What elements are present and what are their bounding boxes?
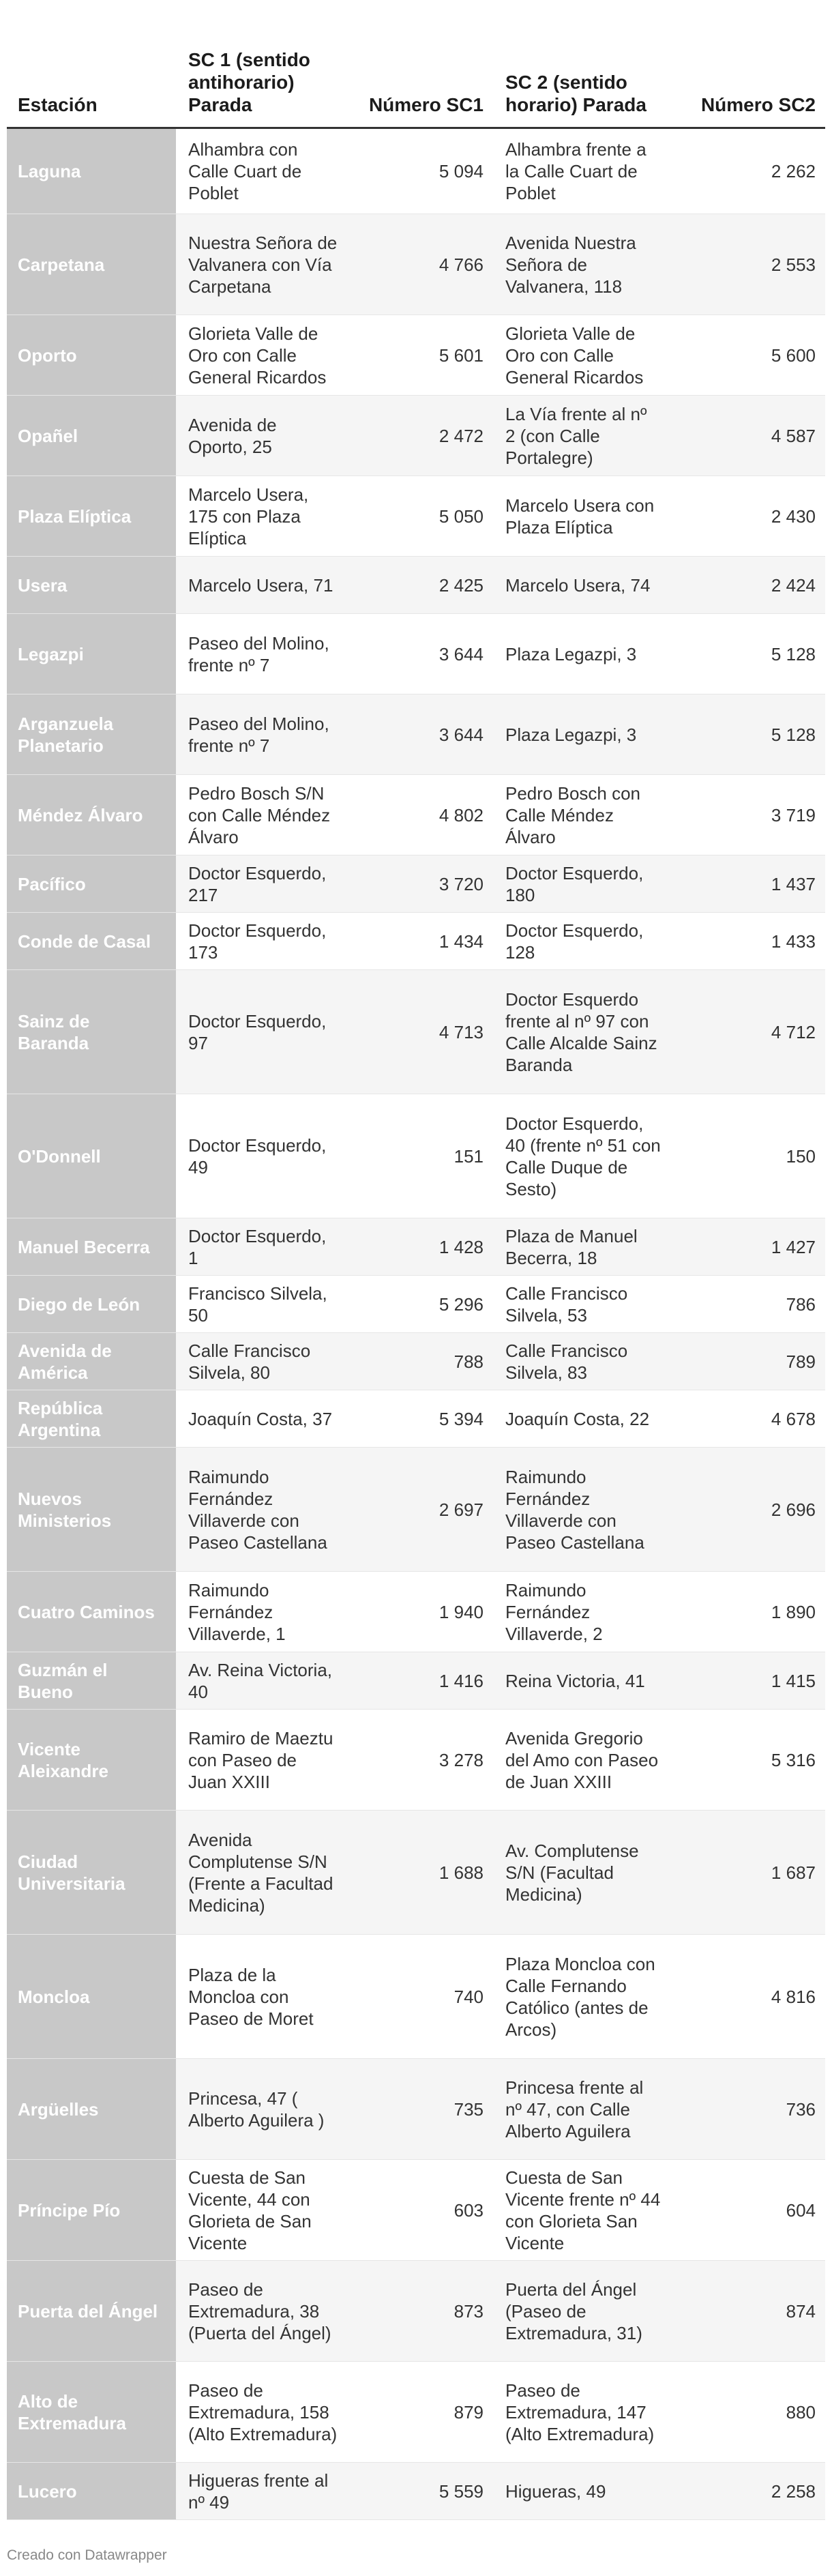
cell-sc1-parada: Doctor Esquerdo, 1: [176, 1218, 350, 1276]
cell-sc2-parada: Av. Complutense S/N (Facultad Medicina): [493, 1811, 673, 1935]
cell-sc2-parada: Marcelo Usera, 74: [493, 557, 673, 614]
cell-sc1-parada: Doctor Esquerdo, 49: [188, 1135, 327, 1177]
table-row: [7, 1390, 825, 1448]
cell-estacion: O'Donnell: [7, 1094, 176, 1218]
cell-estacion: Puerta del Ángel: [7, 2261, 176, 2362]
cell-sc1-parada: Doctor Esquerdo, 217: [176, 855, 350, 913]
column-header-numero-sc2[interactable]: Número SC2: [673, 31, 825, 128]
table-row: [7, 2463, 825, 2520]
table-row: [7, 1710, 825, 1811]
cell-numero-sc2: 2 696: [673, 1448, 825, 1572]
cell-sc1-parada: Avenida Complutense S/N (Frente a Facultad Medicina): [176, 1811, 350, 1935]
cell-numero-sc1: 735: [350, 2059, 493, 2160]
cell-estacion: Arganzuela Planetario: [7, 694, 176, 775]
table-row: [7, 855, 825, 913]
table-row: [7, 1333, 825, 1390]
cell-numero-sc1: 3 720: [350, 855, 493, 913]
cell-estacion: Plaza Elíptica: [7, 476, 176, 557]
cell-numero-sc2: 4 678: [771, 1408, 816, 1429]
cell-estacion: Nuevos Ministerios: [7, 1448, 176, 1572]
cell-estacion: Ciudad Universitaria: [7, 1811, 176, 1935]
cell-sc2-parada: Glorieta Valle de Oro con Calle General Ricardos: [505, 323, 644, 387]
cell-numero-sc1: 879: [454, 2401, 484, 2423]
column-header-estacion[interactable]: Estación: [7, 31, 176, 128]
cell-estacion: Laguna: [7, 128, 176, 214]
cell-numero-sc2: 1 415: [673, 1652, 825, 1710]
table-row: [7, 1276, 825, 1333]
cell-numero-sc1: 1 416: [350, 1652, 493, 1710]
cell-estacion: Moncloa: [7, 1935, 176, 2059]
cell-sc1-parada: Cuesta de San Vicente, 44 con Glorieta de San Vicente: [188, 2167, 312, 2253]
cell-sc1-parada: Marcelo Usera, 175 con Plaza Elíptica: [188, 484, 309, 548]
cell-sc1-parada: Alhambra con Calle Cuart de Poblet: [188, 139, 302, 203]
cell-numero-sc2: 786: [786, 1293, 816, 1315]
cell-sc1-parada: Paseo de Extremadura, 38 (Puerta del Ángel): [176, 2261, 350, 2362]
cell-numero-sc2: 4 587: [673, 396, 825, 476]
cell-numero-sc2: 604: [786, 2199, 816, 2221]
table-row: [7, 315, 825, 396]
table-body: [7, 128, 825, 2520]
table-row: [7, 128, 825, 214]
cell-numero-sc2: 5 128: [673, 694, 825, 775]
cell-estacion: Carpetana: [7, 214, 176, 315]
cell-numero-sc1: 5 296: [439, 1293, 484, 1315]
table-row: [7, 1572, 825, 1652]
table-row: [7, 970, 825, 1094]
table-row: [7, 1218, 825, 1276]
cell-estacion: Oporto: [7, 315, 176, 396]
table-row: [7, 1811, 825, 1935]
cell-numero-sc1: 1 434: [439, 931, 484, 952]
table-row: [7, 913, 825, 970]
cell-numero-sc2: 5 128: [771, 643, 816, 664]
table-row: [7, 1448, 825, 1572]
column-header-numero-sc1[interactable]: Número SC1: [350, 31, 493, 128]
cell-numero-sc1: 5 094: [439, 161, 484, 181]
cell-sc1-parada: Paseo del Molino, frente nº 7: [188, 632, 329, 675]
cell-numero-sc2: 736: [673, 2059, 825, 2160]
cell-numero-sc1: 2 697: [350, 1448, 493, 1572]
cell-numero-sc2: 3 719: [771, 804, 816, 825]
cell-sc2-parada: Pedro Bosch con Calle Méndez Álvaro: [505, 782, 641, 847]
cell-estacion: Guzmán el Bueno: [7, 1652, 176, 1710]
cell-estacion: Avenida de América: [7, 1333, 176, 1390]
cell-numero-sc1: 4 766: [350, 214, 493, 315]
cell-sc1-parada: Paseo de Extremadura, 158 (Alto Extremadura): [188, 2380, 338, 2444]
cell-estacion: Manuel Becerra: [7, 1218, 176, 1276]
table-row: [7, 614, 825, 694]
cell-estacion: Usera: [7, 557, 176, 614]
cell-sc2-parada: Plaza Legazpi, 3: [505, 643, 637, 664]
cell-sc1-parada: Raimundo Fernández Villaverde, 1: [188, 1579, 286, 1644]
table-row: [7, 557, 825, 614]
cell-sc1-parada: Raimundo Fernández Villaverde con Paseo Castellana: [176, 1448, 350, 1572]
cell-estacion: Méndez Álvaro: [7, 775, 176, 855]
table-row: [7, 396, 825, 476]
cell-sc2-parada: Raimundo Fernández Villaverde, 2: [505, 1579, 603, 1644]
cell-numero-sc1: 5 394: [439, 1408, 484, 1429]
cell-numero-sc2: 874: [673, 2261, 825, 2362]
cell-numero-sc1: 2 472: [350, 396, 493, 476]
cell-estacion: Sainz de Baranda: [7, 970, 176, 1094]
cell-sc2-parada: Joaquín Costa, 22: [505, 1408, 650, 1429]
cell-estacion: República Argentina: [7, 1390, 176, 1448]
table-row: [7, 2362, 825, 2463]
cell-sc2-parada: Puerta del Ángel (Paseo de Extremadura, 31): [493, 2261, 673, 2362]
cell-numero-sc2: 1 427: [673, 1218, 825, 1276]
cell-numero-sc2: 2 258: [673, 2463, 825, 2520]
cell-sc1-parada: Glorieta Valle de Oro con Calle General Ricardos: [188, 323, 327, 387]
cell-numero-sc2: 5 316: [771, 1749, 816, 1770]
cell-numero-sc1: 1 428: [350, 1218, 493, 1276]
cell-sc2-parada: Calle Francisco Silvela, 83: [493, 1333, 673, 1390]
table-row: [7, 1652, 825, 1710]
table-row: [7, 476, 825, 557]
cell-numero-sc1: 3 278: [439, 1749, 484, 1770]
column-header-sc1-parada[interactable]: SC 1 (sentido antihorario) Parada: [176, 31, 350, 128]
cell-sc2-parada: Paseo de Extremadura, 147 (Alto Extremadura): [505, 2380, 655, 2444]
cell-estacion: Opañel: [7, 396, 176, 476]
cell-estacion: Conde de Casal: [7, 913, 176, 970]
cell-numero-sc1: 1 688: [350, 1811, 493, 1935]
table-row: [7, 1094, 825, 1218]
cell-sc1-parada: Pedro Bosch S/N con Calle Méndez Álvaro: [188, 782, 331, 847]
cell-numero-sc2: 880: [786, 2401, 816, 2423]
cell-numero-sc2: 4 816: [771, 1986, 816, 2007]
cell-sc1-parada: Nuestra Señora de Valvanera con Vía Carpetana: [176, 214, 350, 315]
cell-estacion: Legazpi: [7, 614, 176, 694]
cell-sc1-parada: Plaza de la Moncloa con Paseo de Moret: [188, 1964, 314, 2029]
cell-numero-sc2: 150: [786, 1145, 816, 1167]
cell-sc2-parada: Cuesta de San Vicente frente nº 44 con Glorieta San Vicente: [505, 2167, 661, 2253]
cell-sc1-parada: Av. Reina Victoria, 40: [176, 1652, 350, 1710]
cell-numero-sc2: 4 712: [673, 970, 825, 1094]
cell-sc1-parada: Avenida de Oporto, 25: [176, 396, 350, 476]
cell-numero-sc2: 1 433: [771, 931, 816, 952]
cell-sc1-parada: Doctor Esquerdo, 97: [176, 970, 350, 1094]
cell-numero-sc2: 5 600: [771, 345, 816, 366]
cell-sc2-parada: Reina Victoria, 41: [493, 1652, 673, 1710]
cell-sc2-parada: Raimundo Fernández Villaverde con Paseo Castellana: [493, 1448, 673, 1572]
cell-sc1-parada: Calle Francisco Silvela, 80: [176, 1333, 350, 1390]
cell-numero-sc1: 740: [454, 1986, 484, 2007]
cell-numero-sc2: 2 430: [771, 506, 816, 527]
table-row: [7, 694, 825, 775]
cell-sc2-parada: Avenida Gregorio del Amo con Paseo de Juan XXIII: [505, 1727, 659, 1792]
cell-numero-sc1: 3 644: [439, 643, 484, 664]
cell-estacion: Argüelles: [7, 2059, 176, 2160]
cell-sc1-parada: Doctor Esquerdo, 173: [188, 920, 327, 963]
cell-estacion: Lucero: [7, 2463, 176, 2520]
cell-numero-sc1: 1 940: [439, 1601, 484, 1622]
table-row: [7, 1935, 825, 2059]
cell-sc2-parada: Higueras, 49: [493, 2463, 673, 2520]
cell-sc2-parada: Plaza Moncloa con Calle Fernando Católico (antes de Arcos): [505, 1953, 655, 2040]
cell-sc1-parada: Joaquín Costa, 37: [188, 1408, 333, 1429]
table-row: [7, 775, 825, 855]
cell-sc1-parada: Princesa, 47 ( Alberto Aguilera ): [176, 2059, 350, 2160]
cell-estacion: Cuatro Caminos: [7, 1572, 176, 1652]
cell-sc2-parada: Doctor Esquerdo frente al nº 97 con Calle Alcalde Sainz Baranda: [493, 970, 673, 1094]
cell-numero-sc2: 1 687: [673, 1811, 825, 1935]
cell-numero-sc1: 5 601: [439, 345, 484, 366]
cell-estacion: Vicente Aleixandre: [7, 1710, 176, 1811]
cell-sc2-parada: La Vía frente al nº 2 (con Calle Portalegre): [493, 396, 673, 476]
cell-sc1-parada: Francisco Silvela, 50: [188, 1283, 327, 1326]
cell-sc2-parada: Avenida Nuestra Señora de Valvanera, 118: [493, 214, 673, 315]
cell-sc2-parada: Doctor Esquerdo, 40 (frente nº 51 con Calle Duque de Sesto): [505, 1113, 661, 1199]
cell-sc2-parada: Doctor Esquerdo, 180: [493, 855, 673, 913]
cell-sc1-parada: Paseo del Molino, frente nº 7: [176, 694, 350, 775]
footer-credit: Creado con Datawrapper: [7, 2547, 167, 2563]
cell-estacion: Pacífico: [7, 855, 176, 913]
column-header-sc2-parada[interactable]: SC 2 (sentido horario) Parada: [493, 31, 673, 128]
cell-numero-sc1: 151: [454, 1145, 484, 1167]
cell-sc2-parada: Marcelo Usera con Plaza Elíptica: [505, 495, 655, 538]
cell-numero-sc1: 2 425: [350, 557, 493, 614]
cell-numero-sc1: 788: [350, 1333, 493, 1390]
cell-estacion: Príncipe Pío: [7, 2160, 176, 2261]
cell-sc2-parada: Princesa frente al nº 47, con Calle Alberto Aguilera: [493, 2059, 673, 2160]
cell-sc2-parada: Plaza de Manuel Becerra, 18: [493, 1218, 673, 1276]
cell-sc1-parada: Ramiro de Maeztu con Paseo de Juan XXIII: [188, 1727, 333, 1792]
cell-numero-sc2: 2 553: [673, 214, 825, 315]
cell-numero-sc2: 1 437: [673, 855, 825, 913]
cell-sc2-parada: Calle Francisco Silvela, 53: [505, 1283, 628, 1326]
cell-numero-sc1: 873: [350, 2261, 493, 2362]
cell-numero-sc1: 603: [454, 2199, 484, 2221]
cell-numero-sc1: 5 050: [439, 506, 484, 527]
cell-numero-sc2: 2 262: [771, 161, 816, 181]
table-row: [7, 2059, 825, 2160]
cell-numero-sc2: 2 424: [673, 557, 825, 614]
table-row: [7, 214, 825, 315]
cell-estacion: Diego de León: [7, 1276, 176, 1333]
cell-numero-sc1: 4 713: [350, 970, 493, 1094]
cell-sc2-parada: Doctor Esquerdo, 128: [505, 920, 644, 963]
cell-numero-sc2: 789: [673, 1333, 825, 1390]
cell-sc2-parada: Alhambra frente a la Calle Cuart de Poblet: [505, 139, 647, 203]
cell-numero-sc1: 4 802: [439, 804, 484, 825]
table-row: [7, 2261, 825, 2362]
cell-sc2-parada: Plaza Legazpi, 3: [493, 694, 673, 775]
table-header: [7, 31, 825, 128]
cell-numero-sc2: 1 890: [771, 1601, 816, 1622]
cell-sc1-parada: Marcelo Usera, 71: [176, 557, 350, 614]
cell-numero-sc1: 3 644: [350, 694, 493, 775]
table-row: [7, 2160, 825, 2261]
cell-sc1-parada: Higueras frente al nº 49: [176, 2463, 350, 2520]
cell-estacion: Alto de Extremadura: [7, 2362, 176, 2463]
stops-table: [7, 31, 825, 2520]
cell-numero-sc1: 5 559: [350, 2463, 493, 2520]
